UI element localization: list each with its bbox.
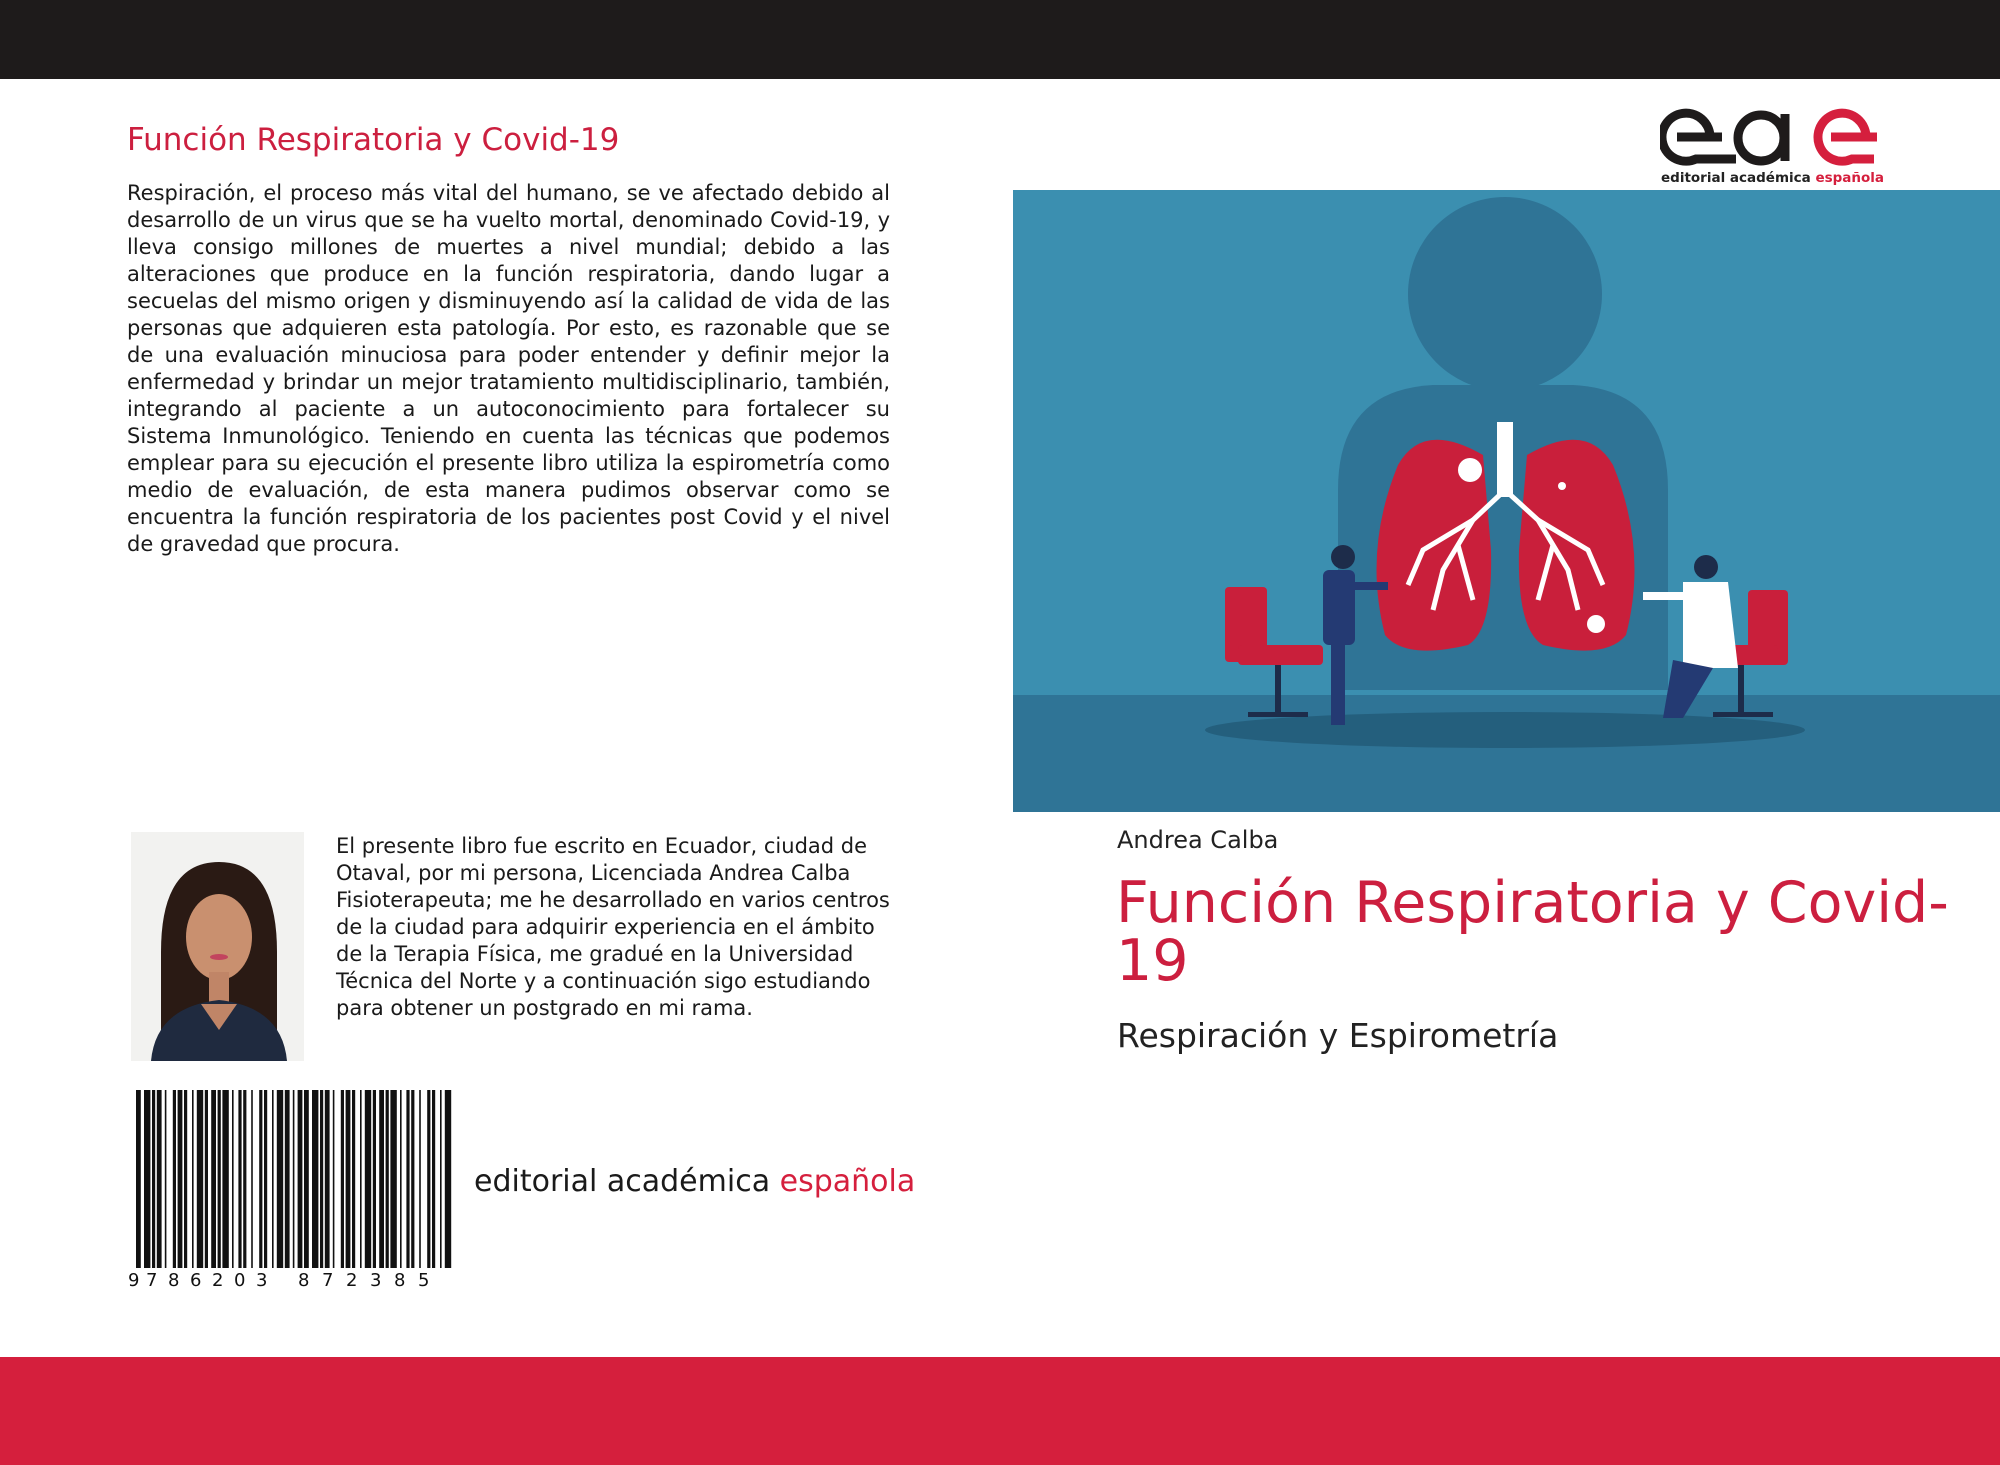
barcode-digit: 5 xyxy=(418,1270,430,1290)
barcode-bar xyxy=(222,1090,228,1280)
barcode-bar xyxy=(173,1090,176,1280)
barcode-bar xyxy=(325,1090,330,1280)
barcode-bar xyxy=(312,1090,318,1280)
barcode-bar xyxy=(178,1090,183,1280)
barcode-bar xyxy=(165,1090,167,1280)
barcode-bar xyxy=(419,1090,421,1280)
top-band xyxy=(0,0,2000,79)
barcode-bar xyxy=(341,1090,344,1280)
barcode-bar xyxy=(304,1090,309,1280)
barcode-bar xyxy=(197,1090,203,1280)
barcode-bar xyxy=(157,1090,162,1280)
barcode-bar xyxy=(346,1090,351,1280)
front-book-title: Función Respiratoria y Covid-19 xyxy=(1116,870,1949,994)
barcode-digit: 8 xyxy=(394,1270,406,1290)
barcode-bar xyxy=(406,1090,409,1280)
logo-caption-part2: española xyxy=(1815,170,1885,186)
barcode-bar xyxy=(440,1090,442,1280)
barcode-digit: 7 xyxy=(146,1270,158,1290)
barcode-bar xyxy=(211,1090,216,1280)
barcode-bar xyxy=(272,1090,274,1280)
barcode-bar xyxy=(184,1090,187,1280)
barcode-bar xyxy=(352,1090,355,1280)
front-book-subtitle: Respiración y Espirometría xyxy=(1117,1016,1559,1055)
barcode-bar xyxy=(259,1090,262,1280)
barcode-bar xyxy=(218,1090,221,1280)
barcode-bar xyxy=(379,1090,384,1280)
barcode-bar xyxy=(360,1090,362,1280)
barcode-bar xyxy=(427,1090,430,1280)
logo-caption-part1: editorial académica xyxy=(1661,170,1811,186)
barcode-bar xyxy=(400,1090,402,1280)
lungs-illustration-icon xyxy=(1013,190,2000,812)
barcode-bar xyxy=(238,1090,241,1280)
barcode-bar xyxy=(144,1090,150,1280)
barcode-bar xyxy=(445,1090,451,1280)
barcode-bar xyxy=(251,1090,253,1280)
barcode-bar xyxy=(285,1090,290,1280)
barcode-bar xyxy=(432,1090,435,1280)
logo-caption xyxy=(1661,170,1884,186)
publisher-name-part1: editorial académica xyxy=(474,1164,771,1199)
barcode-bar xyxy=(293,1090,295,1280)
barcode-bar xyxy=(390,1090,396,1280)
publisher-name-part2: española xyxy=(779,1164,916,1199)
barcode-digit: 6 xyxy=(190,1270,202,1290)
barcode-digits xyxy=(128,1268,458,1290)
bottom-band xyxy=(0,1357,2000,1465)
barcode-digit: 2 xyxy=(212,1270,224,1290)
barcode-bar xyxy=(232,1090,234,1280)
barcode-bar xyxy=(152,1090,155,1280)
barcode-bar xyxy=(264,1090,267,1280)
barcode-digit: 2 xyxy=(346,1270,358,1290)
publisher-name xyxy=(474,1164,915,1199)
barcode-bar xyxy=(333,1090,335,1280)
author-portrait-icon xyxy=(131,832,304,1061)
barcode-bar xyxy=(136,1090,141,1280)
barcode-bar xyxy=(365,1090,371,1280)
barcode-digit: 3 xyxy=(370,1270,382,1290)
back-cover-description: Respiración, el proceso más vital del humano, se ve afectado debido al desarrollo de un virus que se ha vuelto mortal, denominado Covid-19, y lleva consigo millones de muertes a nivel mundial; debido a las alteraciones que produce en la función respiratoria, dando lugar a secuelas del mismo origen y disminuyendo así la calidad de vida de las personas que adquieren esta patología. Por esto, es razonable que se de una evaluación minuciosa para poder entender y definir mejor la enfermedad y brindar un mejor tratamiento multidisciplinario, también, integrando al paciente a un autoconocimiento para fortalecer su Sistema Inmunológico. Teniendo en cuenta las técnicas que podemos emplear para su ejecución el presente libro utiliza la espirometría como medio de evaluación, de esta manera pudimos observar como se encuentra la función respiratoria de los pacientes post Covid y el nivel de gravedad que procura. xyxy=(127,181,890,556)
barcode-bars xyxy=(136,1090,451,1280)
barcode-bar xyxy=(373,1090,376,1280)
barcode-digit: 8 xyxy=(298,1270,310,1290)
barcode-bar xyxy=(386,1090,389,1280)
author-bio: El presente libro fue escrito en Ecuador, ciudad de Otaval, por mi persona, Licenciada Andrea Calba Fisioterapeuta; me he desarrollado en varios centros de la ciudad para adquirir experiencia en el ámbito de la Terapia Física, me gradué en la Universidad Técnica del Norte y a continuación sigo estudiando para obtener un postgrado en mi rama. xyxy=(336,834,890,1020)
barcode-bar xyxy=(277,1090,283,1280)
front-author-name: Andrea Calba xyxy=(1117,826,1279,854)
back-cover-title: Función Respiratoria y Covid-19 xyxy=(127,122,620,158)
barcode-bar xyxy=(298,1090,303,1280)
barcode-digit: 9 xyxy=(128,1270,140,1290)
barcode-digit: 0 xyxy=(234,1270,246,1290)
barcode-bar xyxy=(320,1090,323,1280)
barcode-bar xyxy=(411,1090,414,1280)
barcode-bar xyxy=(243,1090,246,1280)
barcode-bar xyxy=(192,1090,194,1280)
barcode-digit: 7 xyxy=(322,1270,334,1290)
barcode-bar xyxy=(205,1090,208,1280)
barcode-digit: 8 xyxy=(168,1270,180,1290)
barcode-digit: 3 xyxy=(256,1270,268,1290)
isbn-barcode xyxy=(128,1090,458,1290)
